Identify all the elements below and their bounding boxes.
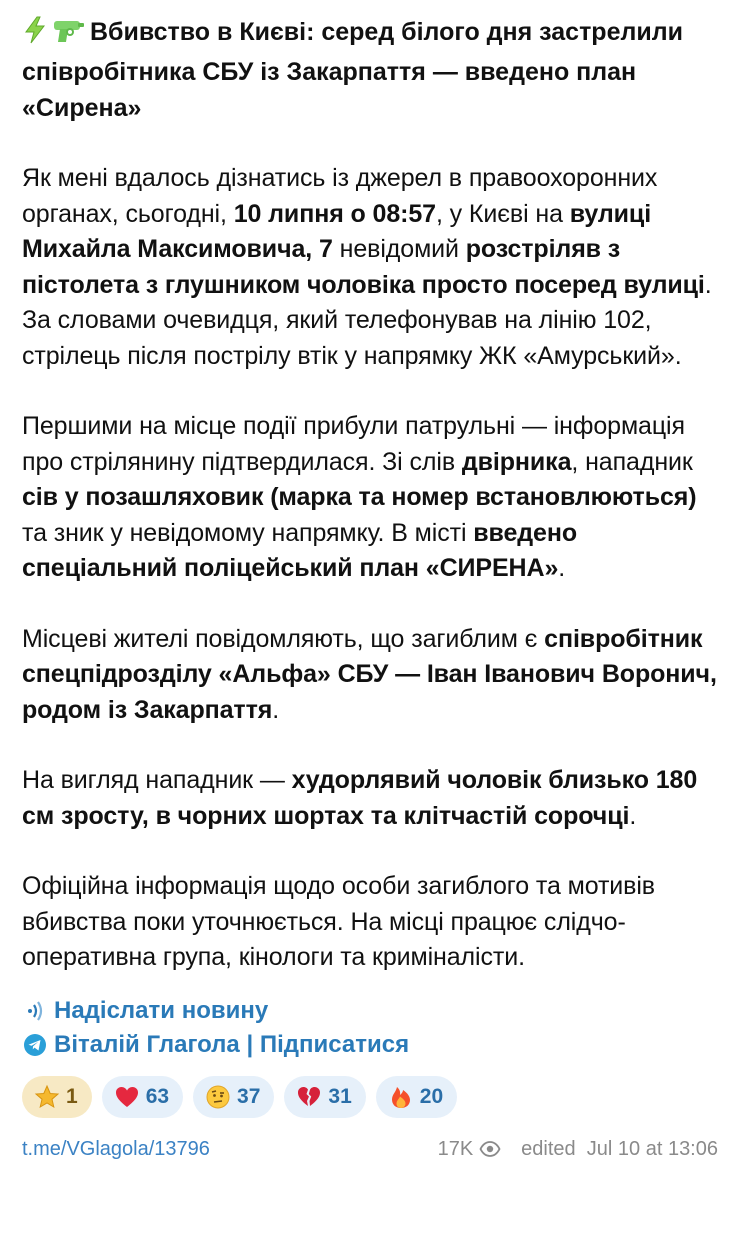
reaction-count: 63	[145, 1084, 170, 1108]
reaction-count: 1	[66, 1084, 78, 1108]
text: Першими на місце події прибули патрульні — інформація про стрілянину підтвердилася. Зі слів	[22, 412, 685, 476]
edited-timestamp: edited Jul 10 at 13:06	[521, 1137, 718, 1160]
bold-text: сів у позашляховик (марка та номер встановлюються)	[22, 483, 697, 511]
heart-icon	[114, 1084, 140, 1110]
reaction-fire[interactable]	[376, 1076, 457, 1118]
fire-icon	[388, 1084, 414, 1110]
reaction-count: 20	[419, 1084, 444, 1108]
bold-text: введено спеціальний поліцейський план «СИРЕНА»	[22, 518, 578, 582]
paragraph-3	[22, 622, 718, 729]
post-links	[22, 994, 718, 1062]
paragraph-2	[22, 409, 718, 587]
reaction-raised-eyebrow[interactable]	[193, 1076, 274, 1118]
text: Як мені вдалось дізнатись із джерел в правоохоронних органах, сьогодні,	[22, 164, 658, 228]
paragraph-5	[22, 869, 718, 976]
send-news-label: Надіслати новину	[54, 996, 269, 1024]
reaction-count: 37	[237, 1084, 261, 1108]
text: Місцеві жителі повідомляють, що загиблим є	[22, 624, 545, 653]
bold-text: двірника	[461, 447, 572, 476]
broken-heart-icon	[296, 1084, 322, 1110]
post-title	[22, 14, 718, 126]
post-meta	[438, 1138, 718, 1161]
subscribe-link[interactable]	[22, 1028, 718, 1062]
reaction-star[interactable]	[22, 1076, 92, 1118]
send-news-link[interactable]	[22, 994, 718, 1028]
bold-text: співробітник спецпідрозділу «Альфа» СБУ — Іван Іванович Воронич, родом із Закарпаття	[22, 624, 717, 724]
reaction-heart[interactable]	[102, 1076, 183, 1118]
views-count: 17K	[437, 1137, 474, 1160]
eye-icon	[479, 1138, 501, 1160]
paragraph-1	[22, 161, 718, 374]
subscribe-label: Віталій Глагола | Підписатися	[54, 1030, 410, 1058]
raised-eyebrow-face-icon	[205, 1084, 231, 1110]
bold-text: худорлявий чоловік близько 180 см зросту, в чорних шортах та клітчастій сорочці	[22, 766, 698, 830]
bold-text: 10 липня о 08:57	[233, 199, 436, 228]
text: Офіційна інформація щодо особи загиблого та мотивів вбивства поки уточнюється. На місці працює слідчо-оперативна група, кінологи та криміналісти.	[22, 872, 655, 971]
post-title-text: Вбивство в Києві: серед білого дня застрелили співробітника СБУ із Закарпаття — введено план «Сирена»	[22, 18, 683, 122]
post-footer	[22, 1138, 718, 1161]
text: .	[272, 695, 280, 724]
reaction-broken-heart[interactable]	[284, 1076, 365, 1118]
radio-waves-icon	[22, 998, 48, 1024]
text: .	[629, 801, 637, 830]
text: невідомий	[332, 235, 466, 263]
star-icon	[34, 1084, 60, 1110]
telegram-icon	[22, 1032, 48, 1058]
text: . За словами очевидця, який телефонував на лінію 102, стрілець після пострілу втік у напрямку ЖК «Амурський».	[22, 270, 712, 370]
reactions-bar	[22, 1076, 718, 1118]
text: .	[558, 554, 566, 582]
text: , нападник	[571, 447, 693, 476]
water-pistol-icon	[52, 16, 86, 54]
reaction-count: 31	[328, 1084, 352, 1108]
lightning-icon	[22, 16, 48, 54]
bold-text: розстріляв з пістолета з глушником чоловіка просто посеред вулиці	[22, 235, 705, 299]
text: На вигляд нападник —	[22, 766, 292, 794]
paragraph-4	[22, 763, 718, 834]
bold-text: вулиці Михайла Максимовича, 7	[22, 199, 652, 263]
text: , у Києві на	[435, 199, 570, 228]
post-permalink[interactable]: t.me/VGlagola/13796	[22, 1137, 210, 1160]
text: та зник у невідомому напрямку. В місті	[22, 518, 474, 547]
